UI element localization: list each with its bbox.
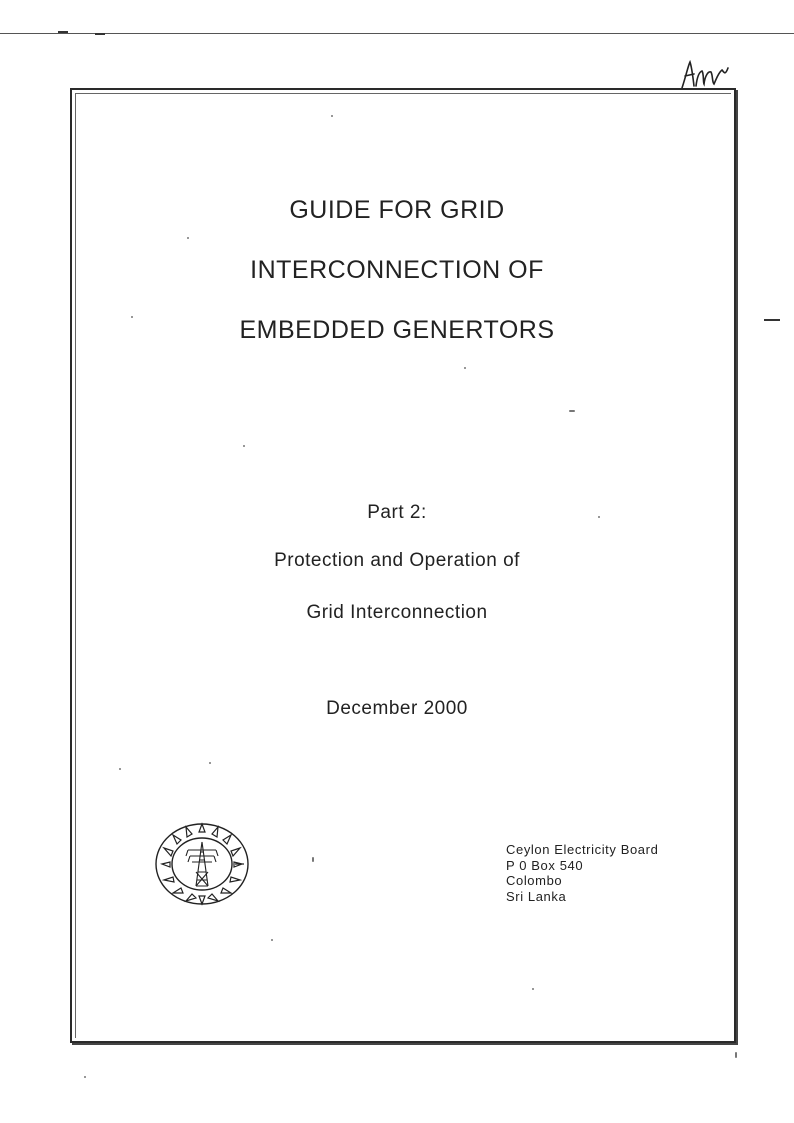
scan-border-line <box>0 33 794 34</box>
subtitle-line-2: Grid Interconnection <box>306 602 488 623</box>
scan-speck <box>464 367 466 369</box>
scan-speck <box>598 516 600 518</box>
publication-date: December 2000 <box>326 698 468 719</box>
scan-speck <box>243 445 245 447</box>
scan-speck <box>331 115 333 117</box>
publisher-name: Ceylon Electricity Board <box>506 842 659 857</box>
title-line-3: EMBEDDED GENERTORS <box>239 316 555 344</box>
part-label: Part 2: <box>367 502 427 523</box>
scan-speck <box>569 410 575 412</box>
subtitle-line-1: Protection and Operation of <box>274 550 520 571</box>
publisher-address <box>506 842 658 904</box>
scan-speck <box>209 762 211 764</box>
publisher-po-box: P 0 Box 540 <box>506 857 584 873</box>
transmission-tower-sun-emblem-icon <box>152 820 252 908</box>
scan-speck <box>84 1076 86 1078</box>
publisher-country: Sri Lanka <box>506 888 567 904</box>
scan-artifact <box>58 31 68 33</box>
scan-speck <box>131 316 133 318</box>
scan-artifact <box>95 33 105 35</box>
scan-speck <box>312 857 314 862</box>
handwritten-initials-icon <box>678 58 734 92</box>
title-line-1: GUIDE FOR GRID <box>289 196 505 224</box>
scan-speck <box>119 768 121 770</box>
scan-speck <box>187 237 189 239</box>
scan-speck <box>532 988 534 990</box>
title-line-2: INTERCONNECTION OF <box>250 256 544 284</box>
scan-speck <box>735 1052 737 1058</box>
publisher-city: Colombo <box>506 873 563 888</box>
scan-speck <box>271 939 273 941</box>
